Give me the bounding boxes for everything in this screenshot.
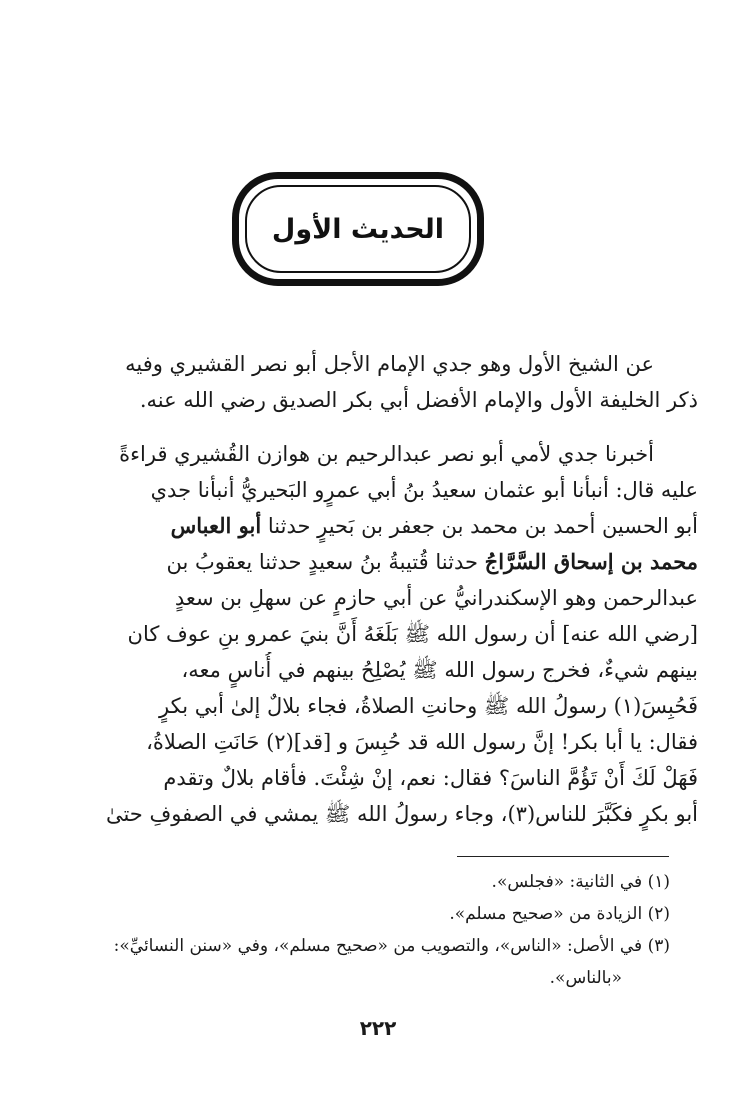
hadith-line: بينهم شيءٌ، فخرج رسول الله ﷺ يُصْلِحُ بينهم في أُناسٍ معه، <box>181 658 698 682</box>
chapter-title-frame <box>232 172 484 286</box>
hadith-line: فَحُبِسَ(١) رسولُ الله ﷺ وحانتِ الصلاةُ، فجاء بلالٌ إلىٰ أبي بكرٍ <box>159 694 698 718</box>
hadith-line-text: أبو الحسين أحمد بن محمد بن جعفر بن بَحيرٍ حدثنا <box>267 514 698 538</box>
footnotes <box>66 866 670 994</box>
narrator-name-bold: أبو العباس <box>170 513 262 538</box>
intro-line: عن الشيخ الأول وهو جدي الإمام الأجل أبو نصر القشيري وفيه <box>125 352 654 376</box>
intro-paragraph <box>66 346 698 418</box>
hadith-line: فقال: يا أبا بكر! إنَّ رسول الله قد حُبِسَ و [قد](٢) حَانَتِ الصلاةُ، <box>146 730 698 754</box>
hadith-line-text: حدثنا قُتيبةُ بنُ سعيدٍ حدثنا يعقوبُ بن <box>166 550 478 574</box>
hadith-line: أبو بكرٍ فكَبَّرَ للناس(٣)، وجاء رسولُ الله ﷺ يمشي في الصفوفِ حتىٰ <box>105 802 698 826</box>
hadith-line <box>66 508 698 544</box>
narrator-name-bold: محمد بن إسحاق السَّرَّاجُ <box>484 549 698 574</box>
hadith-paragraph <box>66 436 698 832</box>
hadith-line <box>66 544 698 580</box>
footnote-continuation: «بالناس». <box>549 968 622 988</box>
footnote: (١) في الثانية: «فجلس». <box>491 872 670 892</box>
footnote: (٣) في الأصل: «الناس»، والتصويب من «صحيح مسلم»، وفي «سنن النسائيِّ»: <box>113 936 670 956</box>
hadith-line: فَهَلْ لَكَ أَنْ تَؤُمَّ الناسَ؟ فقال: نعم، إنْ شِئْتَ. فأقام بلالٌ وتقدم <box>163 766 698 790</box>
intro-line: ذكر الخليفة الأول والإمام الأفضل أبي بكر الصديق رضي الله عنه. <box>139 388 698 412</box>
hadith-line: عليه قال: أنبأنا أبو عثمان سعيدُ بنُ أبي عمرٍو البَحيريُّ أنبأنا جدي <box>150 478 698 502</box>
hadith-line: [رضي الله عنه] أن رسول الله ﷺ بَلَغَهُ أَنَّ بنيَ عمرو بنِ عوف كان <box>127 622 698 646</box>
chapter-title: الحديث الأول <box>271 213 445 245</box>
hadith-line: عبدالرحمن وهو الإسكندرانيُّ عن أبي حازمٍ عن سهلِ بن سعدٍ <box>174 586 698 610</box>
page-number: ٢٢٢ <box>359 1016 397 1040</box>
hadith-line: أخبرنا جدي لأمي أبو نصر عبدالرحيم بن هوازن القُشيري قراءةً <box>119 442 654 466</box>
chapter-title-inner-frame <box>245 185 471 273</box>
footnote: (٢) الزيادة من «صحيح مسلم». <box>449 904 670 924</box>
footnote-separator <box>457 856 669 857</box>
